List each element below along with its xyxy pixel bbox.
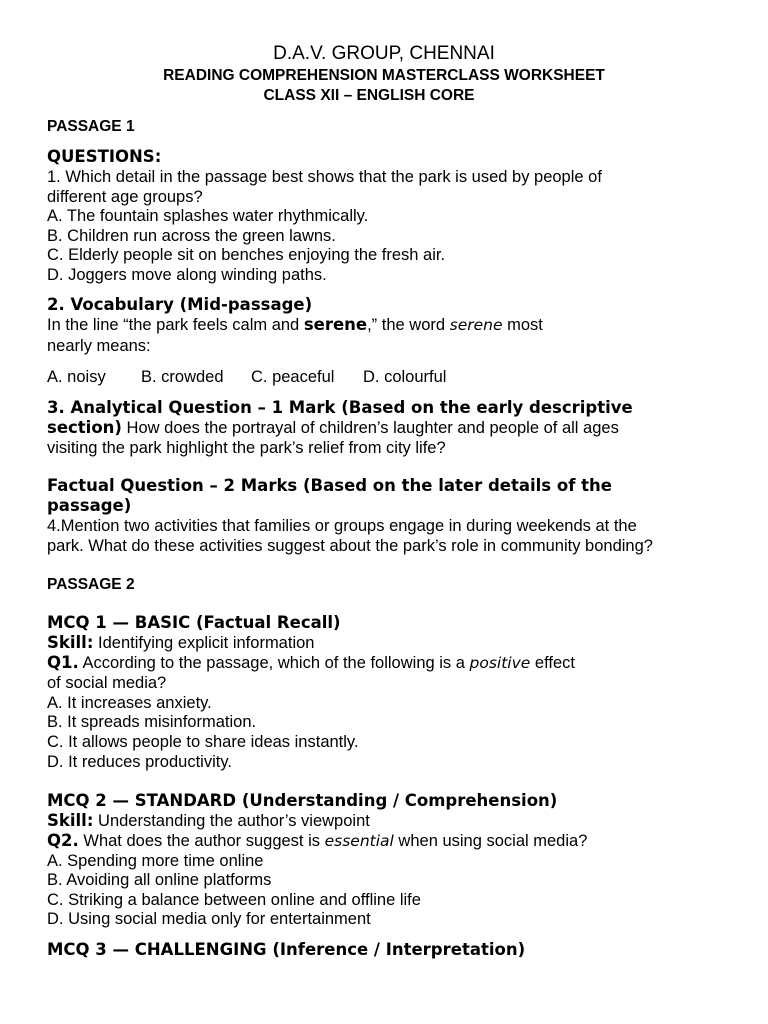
mcq2-skill-label: Skill:: [47, 811, 94, 830]
mcq2-option-b: B. Avoiding all online platforms: [47, 871, 272, 889]
mcq2-q-pre: What does the author suggest is: [78, 832, 325, 850]
q1-option-c: C. Elderly people sit on benches enjoying the fresh air.: [47, 246, 446, 264]
q2-text-pre: In the line “the park feels calm and: [47, 316, 304, 334]
questions-heading: QUESTIONS:: [47, 147, 162, 166]
mcq1-skill: [47, 633, 314, 653]
q2-option-a: A. noisy: [47, 368, 106, 386]
mcq2-skill-text: Understanding the author’s viewpoint: [93, 812, 370, 830]
mcq2-option-d: D. Using social media only for entertainment: [47, 910, 371, 928]
mcq2-q-label: Q2.: [47, 831, 79, 850]
mcq1-skill-text: Identifying explicit information: [93, 634, 315, 652]
mcq1-q-pre: According to the passage, which of the following is a: [78, 654, 470, 672]
q2-option-c: C. peaceful: [251, 368, 335, 386]
q1-text-line2: different age groups?: [47, 188, 203, 206]
q4-text-line1: 4.Mention two activities that families or groups engage in during weekends at the: [47, 517, 637, 535]
mcq2-question-line1: [47, 831, 587, 851]
mcq1-option-c: C. It allows people to share ideas instantly.: [47, 733, 359, 751]
mcq1-heading: MCQ 1 — BASIC (Factual Recall): [47, 613, 341, 632]
mcq2-option-a: A. Spending more time online: [47, 852, 264, 870]
q1-text-line1: 1. Which detail in the passage best shows that the park is used by people of: [47, 168, 602, 186]
passage-1-label: PASSAGE 1: [47, 118, 135, 135]
mcq1-skill-label: Skill:: [47, 633, 94, 652]
mcq1-q-italic: positive: [469, 654, 531, 672]
q3-text-line1: How does the portrayal of children’s laughter and people of all ages: [121, 419, 619, 437]
q2-heading: 2. Vocabulary (Mid-passage): [47, 295, 313, 314]
q3-heading-line1: 3. Analytical Question – 1 Mark (Based on the early descriptive: [47, 398, 633, 417]
mcq1-option-b: B. It spreads misinformation.: [47, 713, 257, 731]
mcq2-q-italic: essential: [324, 832, 394, 850]
q4-heading-line1: Factual Question – 2 Marks (Based on the later details of the: [47, 476, 612, 495]
mcq1-question-line1: [47, 653, 575, 673]
q2-italic-word: serene: [449, 316, 503, 334]
q2-text-line1: [47, 315, 543, 335]
q4-heading-line2: passage): [47, 496, 132, 515]
class-title: CLASS XII – ENGLISH CORE: [263, 87, 475, 104]
mcq1-question-line2: of social media?: [47, 674, 167, 692]
mcq1-q-post: effect: [530, 654, 575, 672]
q3-heading-line2: section): [47, 418, 122, 437]
mcq2-skill: [47, 811, 370, 831]
q3-line2: [47, 418, 619, 438]
q1-option-a: A. The fountain splashes water rhythmically.: [47, 207, 369, 225]
mcq1-q-label: Q1.: [47, 653, 79, 672]
mcq2-heading: MCQ 2 — STANDARD (Understanding / Comprehension): [47, 791, 558, 810]
org-title: D.A.V. GROUP, CHENNAI: [273, 43, 495, 64]
q2-text-mid: ,” the word: [367, 316, 450, 334]
q3-text-line2: visiting the park highlight the park’s relief from city life?: [47, 439, 446, 457]
q1-option-d: D. Joggers move along winding paths.: [47, 266, 327, 284]
mcq2-q-post: when using social media?: [393, 832, 588, 850]
mcq2-option-c: C. Striking a balance between online and offline life: [47, 891, 421, 909]
q2-options: [47, 367, 446, 387]
q2-bold-word: serene: [303, 315, 368, 334]
mcq3-heading: MCQ 3 — CHALLENGING (Inference / Interpretation): [47, 940, 526, 959]
q2-text-line2: nearly means:: [47, 337, 151, 355]
q1-option-b: B. Children run across the green lawns.: [47, 227, 336, 245]
passage-2-label: PASSAGE 2: [47, 576, 135, 593]
q2-option-b: B. crowded: [141, 368, 224, 386]
q2-text-post: most: [502, 316, 543, 334]
worksheet-title: READING COMPREHENSION MASTERCLASS WORKSHEET: [163, 67, 605, 84]
mcq1-option-d: D. It reduces productivity.: [47, 753, 232, 771]
q4-text-line2: park. What do these activities suggest about the park’s role in community bonding?: [47, 537, 653, 555]
q2-option-d: D. colourful: [363, 368, 447, 386]
mcq1-option-a: A. It increases anxiety.: [47, 694, 212, 712]
